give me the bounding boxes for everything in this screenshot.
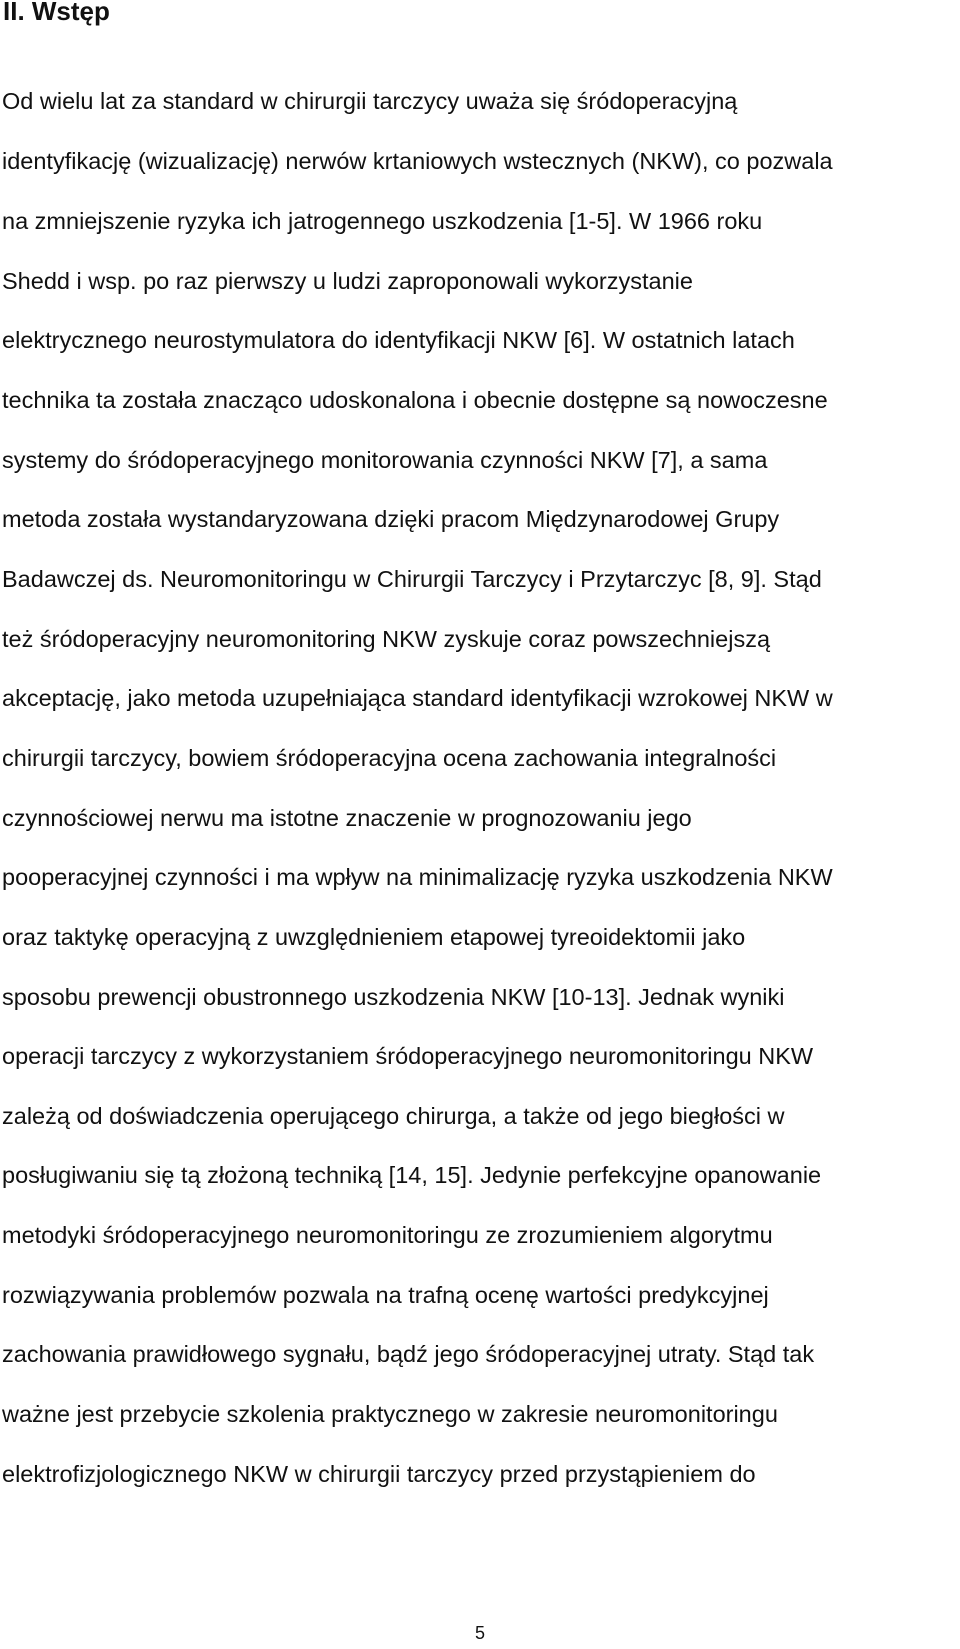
paragraph-line: czynnościowej nerwu ma istotne znaczenie w prognozowaniu jego [2, 805, 692, 831]
paragraph-line: oraz taktykę operacyjną z uwzględnieniem etapowej tyreoidektomii jako [2, 924, 746, 950]
paragraph-line: chirurgii tarczycy, bowiem śródoperacyjna ocena zachowania integralności [2, 745, 777, 771]
paragraph-line: elektrycznego neurostymulatora do identyfikacji NKW [6]. W ostatnich latach [2, 327, 795, 353]
paragraph-line: pooperacyjnej czynności i ma wpływ na minimalizację ryzyka uszkodzenia NKW [2, 864, 833, 890]
paragraph-line: systemy do śródoperacyjnego monitorowania czynności NKW [7], a sama [2, 447, 768, 473]
paragraph-line: ważne jest przebycie szkolenia praktycznego w zakresie neuromonitoringu [2, 1401, 778, 1427]
paragraph-line: metodyki śródoperacyjnego neuromonitoringu ze zrozumieniem algorytmu [2, 1222, 773, 1248]
paragraph-line: zachowania prawidłowego sygnału, bądź jego śródoperacyjnej utraty. Stąd tak [2, 1341, 815, 1367]
paragraph-line: też śródoperacyjny neuromonitoring NKW zyskuje coraz powszechniejszą [2, 626, 771, 652]
paragraph-line: zależą od doświadczenia operującego chirurga, a także od jego biegłości w [2, 1103, 785, 1129]
paragraph-line: akceptację, jako metoda uzupełniająca standard identyfikacji wzrokowej NKW w [2, 685, 833, 711]
paragraph-line: posługiwaniu się tą złożoną techniką [14, 15]. Jedynie perfekcyjne opanowanie [2, 1162, 822, 1188]
paragraph-line: identyfikację (wizualizację) nerwów krtaniowych wstecznych (NKW), co pozwala [2, 148, 833, 174]
paragraph-line: Badawczej ds. Neuromonitoringu w Chirurgii Tarczycy i Przytarczyc [8, 9]. Stąd [2, 566, 822, 592]
paragraph-line: metoda została wystandaryzowana dzięki pracom Międzynarodowej Grupy [2, 506, 780, 532]
section-heading: II. Wstęp [3, 0, 110, 26]
paragraph-line: rozwiązywania problemów pozwala na trafną ocenę wartości predykcyjnej [2, 1282, 769, 1308]
paragraph-line: Od wielu lat za standard w chirurgii tarczycy uważa się śródoperacyjną [2, 88, 738, 114]
paragraph-line: technika ta została znacząco udoskonalona i obecnie dostępne są nowoczesne [2, 387, 828, 413]
paragraph-line: elektrofizjologicznego NKW w chirurgii tarczycy przed przystąpieniem do [2, 1461, 756, 1487]
paragraph-line: na zmniejszenie ryzyka ich jatrogennego uszkodzenia [1-5]. W 1966 roku [2, 208, 763, 234]
page-number: 5 [474, 1623, 485, 1643]
paragraph-line: sposobu prewencji obustronnego uszkodzenia NKW [10-13]. Jednak wyniki [2, 984, 785, 1010]
paragraph-line: Shedd i wsp. po raz pierwszy u ludzi zaproponowali wykorzystanie [2, 268, 693, 294]
paragraph-line: operacji tarczycy z wykorzystaniem śródoperacyjnego neuromonitoringu NKW [2, 1043, 814, 1069]
